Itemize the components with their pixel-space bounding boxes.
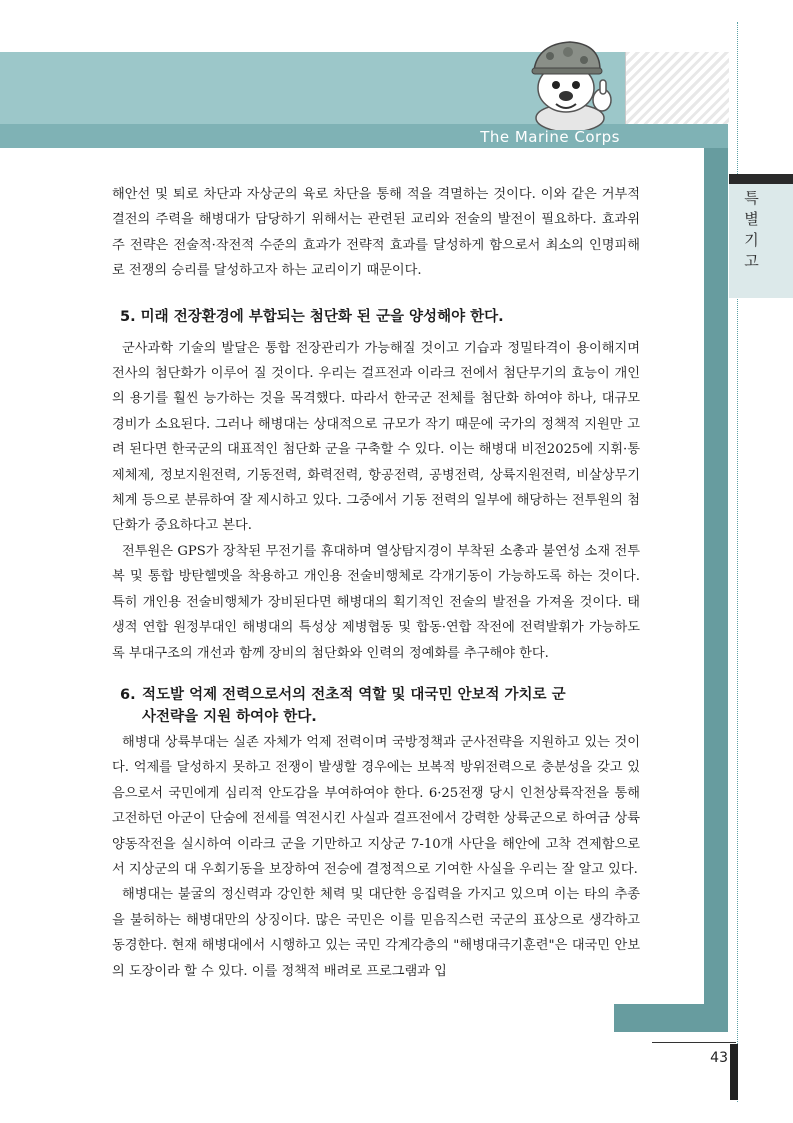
page-marker-bar bbox=[730, 1044, 738, 1100]
section-6-paragraph-1: 해병대 상륙부대는 실존 자체가 억제 전력이며 국방정책과 군사전략을 지원하고 있는 것이다. 억제를 달성하지 못하고 전쟁이 발생할 경우에는 보복적 방위전력으로 충분성을 갖고 있음으로서 국민에게 심리적 안도감을 부여하여야 한다. 6·25전쟁 당시 인천상륙작전을 통해 고전하던 아군이 단숨에 전세를 역전시킨 사실과 걸프전에서 강력한 상륙군으로 하여금 상륙 양동작전을 실시하여 이라크 군을 기만하고 지상군 7-10개 사단을 해안에 고착 견제함으로서 지상군의 대 우회기동을 보장하여 전승에 결정적으로 기여한 사실을 우리는 잘 알고 있다. bbox=[112, 734, 640, 877]
side-tab-bar bbox=[729, 174, 793, 184]
section-6-number: 6. bbox=[120, 686, 136, 703]
section-5-paragraph-2: 전투원은 GPS가 장착된 무전기를 휴대하며 열상탐지경이 부착된 소총과 불연성 소재 전투복 및 통합 방탄헬멧을 착용하고 개인용 전술비행체로 각개기동이 가능하도록 하는 것이다. 특히 개인용 전술비행체가 장비된다면 해병대의 획기적인 전술의 발전을 가져올 것이다. 태생적 연합 원정부대인 해병대의 특성상 제병협동 및 합동·연합 작전에 전력발휘가 가능하도록 부대구조의 개선과 함께 장비의 첨단화와 인력의 정예화를 추구해야 한다. bbox=[112, 543, 640, 661]
section-5-paragraph-1: 군사과학 기술의 발달은 통합 전장관리가 가능해질 것이고 기습과 정밀타격이 용이해지며 전사의 첨단화가 이루어 질 것이다. 우리는 걸프전과 이라크 전에서 첨단무기의 효능이 개인의 용기를 훨씬 능가하는 것을 목격했다. 따라서 한국군 전체를 첨단화 하여야 하나, 대규모 경비가 소요된다. 그러나 해병대는 상대적으로 규모가 작기 때문에 국가의 정책적 지원만 고려 된다면 한국군의 대표적인 첨단화 군을 구축할 수 있다. 이는 해병대 비전2025에 지휘·통제체제, 정보지원전력, 기동전력, 화력전력, 항공전력, 공병전력, 상륙지원전력, 비살상무기체계 등으로 분류하여 잘 제시하고 있다. 그중에서 기동 전력의 일부에 해당하는 전투원의 첨단화가 중요하다고 본다. bbox=[112, 340, 640, 534]
intro-paragraph: 해안선 및 퇴로 차단과 자상군의 육로 차단을 통해 적을 격멸하는 것이다. 이와 같은 거부적 결전의 주력을 해병대가 담당하기 위해서는 관련된 교리와 전술의 발전이 필요하다. 효과위주 전략은 전술적·작전적 수준의 효과가 전략적 효과를 달성하게 함으로서 최소의 인명피해로 전쟁의 승리를 달성하고자 하는 교리이기 때문이다. bbox=[112, 187, 640, 279]
header-hatch-pattern bbox=[625, 52, 729, 124]
article-body bbox=[112, 182, 640, 984]
section-5-heading: 5. 미래 전장환경에 부합되는 첨단화 된 군을 양성해야 한다. bbox=[120, 308, 504, 325]
section-6-heading-line-2: 사전략을 지원 하여야 한다. bbox=[142, 708, 317, 725]
section-6-heading bbox=[112, 684, 640, 728]
section-6-heading-line-1: 적도발 억제 전력으로서의 전초적 역할 및 대국민 안보적 가치로 군 bbox=[142, 686, 566, 703]
page-frame-bottom bbox=[614, 1004, 728, 1032]
page-number: 43 bbox=[710, 1050, 728, 1066]
side-tab-label: 특별기고 bbox=[742, 190, 760, 274]
marine-bulldog-mascot-icon bbox=[520, 30, 620, 130]
section-6-paragraph-2: 해병대는 불굴의 정신력과 강인한 체력 및 대단한 응집력을 가지고 있으며 이는 타의 추종을 불허하는 해병대만의 상징이다. 많은 국민은 이를 믿음직스런 국군의 표상으로 생각하고 동경한다. 현재 해병대에서 시행하고 있는 국민 각계각층의 "해병대극기훈련"은 대국민 안보의 도장이라 할 수 있다. 이를 정책적 배려로 프로그램과 입 bbox=[112, 887, 640, 979]
page-frame-right bbox=[704, 148, 728, 1032]
page-number-rule bbox=[652, 1042, 736, 1043]
header-title: The Marine Corps bbox=[480, 128, 620, 146]
